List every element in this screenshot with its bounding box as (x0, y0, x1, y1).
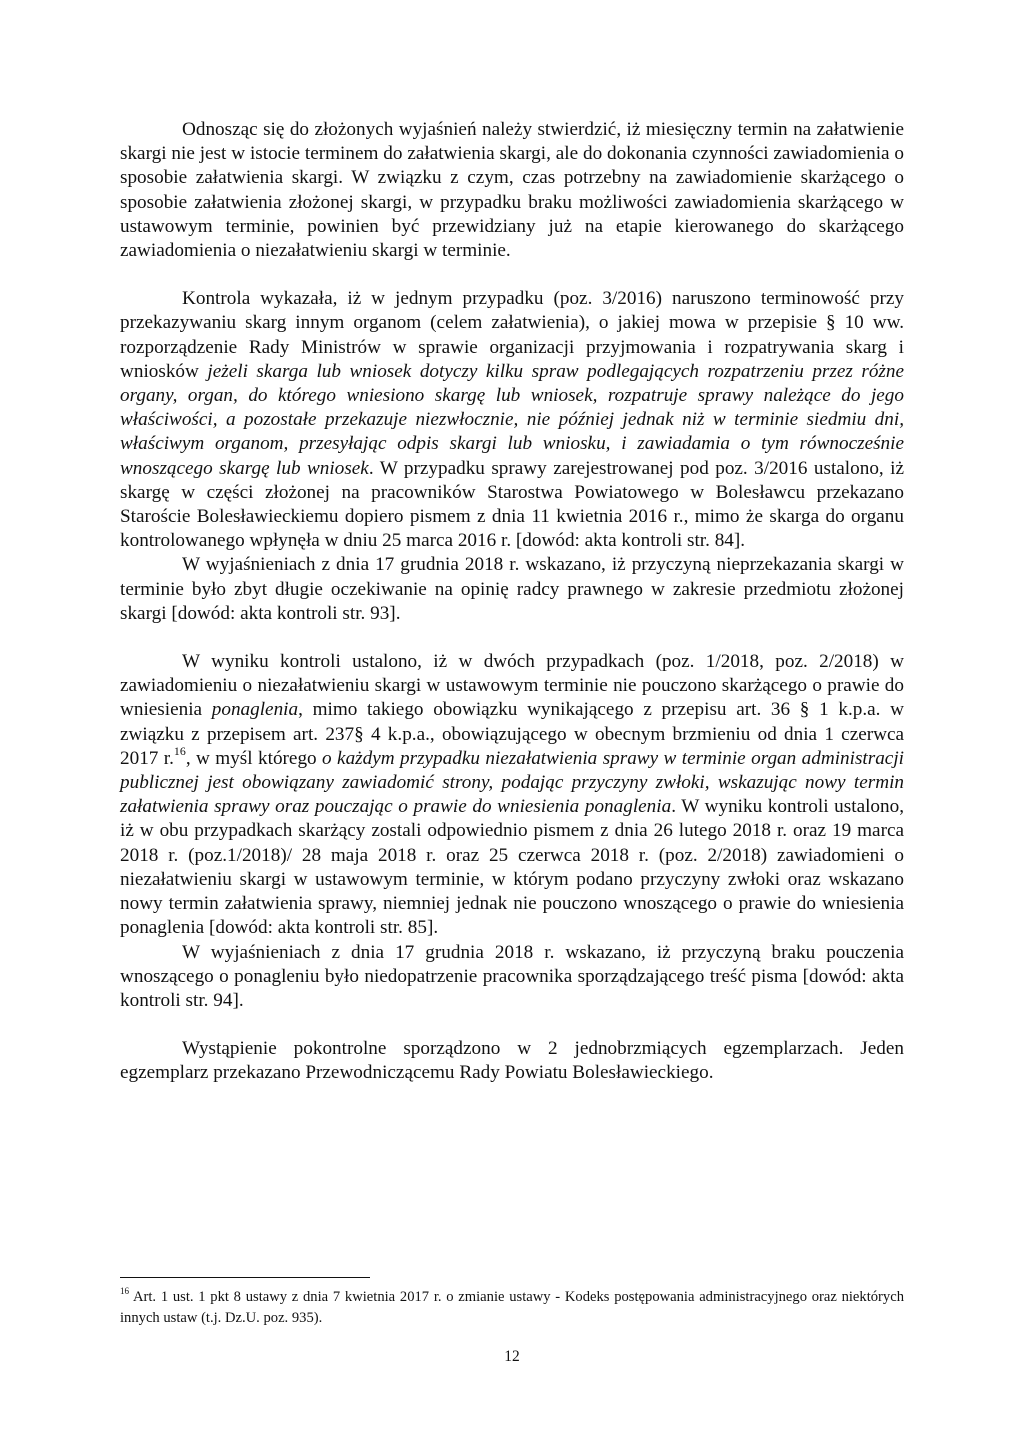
paragraph-explanation-dec-2018: W wyjaśnieniach z dnia 17 grudnia 2018 r. wskazano, iż przyczyną nieprzekazania skargi w terminie było zbyt długie oczekiwanie na opinię radcy prawnego w zakresie przedmiotu złożonej skargi [dowód: akta kontroli str. 93]. (120, 554, 904, 624)
quoted-kpa-provision: o każdym przypadku niezałatwienia sprawy w terminie organ administracji publicznej jest obowiązany zawiadomić strony, podając przyczyny zwłoki, wskazując nowy termin załatwienia sprawy oraz pouczając o prawie do wniesienia ponaglenia (120, 747, 904, 818)
paragraph-text: . W przypadku sprawy zarejestrowanej pod poz. 3/2016 ustalono, iż skargę w części złożonej na pracowników Starostwa Powiatowego w Bolesławcu przekazano Staroście Bolesławieckiemu dopiero pismem z dnia 11 kwietnia 2016 r., mimo że skarga do organu kontrolowanego wpłynęła w dniu 25 marca 2016 r. [dowód: akta kontroli str. 84]. (120, 457, 904, 552)
paragraph-reason-no-instruction: W wyjaśnieniach z dnia 17 grudnia 2018 r. wskazano, iż przyczyną braku pouczenia wnoszącego o ponagleniu było niedopatrzenie pracownika sporządzającego treść pisma [dowód: akta kontroli str. 94]. (120, 941, 904, 1011)
emphasis-term: ponaglenia (211, 699, 299, 721)
paragraph-closing: Wystąpienie pokontrolne sporządzono w 2 jednobrzmiących egzemplarzach. Jeden egzemplarz przekazano Przewodniczącemu Rady Powiatu Bolesławieckiego. (120, 1038, 904, 1084)
paragraph-control-findings (120, 287, 904, 553)
paragraph-text: , mimo takiego obowiązku wynikającego z przepisu art. 36 § 1 k.p.a. w związku z przepisem art. 237§ 4 k.p.a., obowiązującego w obecnym brzmieniu od dnia 1 czerwca 2017 r. (120, 699, 904, 769)
paragraph-text: . W wyniku kontroli ustalono, iż w obu przypadkach skarżący zostali odpowiednio pismem z dnia 26 lutego 2018 r. oraz 19 marca 2018 r. (poz.1/2018)/ 28 maja 2018 r. oraz 25 czerwca 2018 r. (poz. 2/2018) zawiadomieni o niezałatwieniu skargi w ustawowym terminie, w którym podano przyczyny zwłoki oraz wskazano nowy termin załatwienia sprawy, niemniej jednak nie pouczono wnoszącego o prawie do wniesienia ponaglenia [dowód: akta kontroli str. 85]. (120, 796, 904, 939)
footnote-marker: 16 (120, 1285, 130, 1296)
footnote-separator (120, 1277, 370, 1278)
paragraph-text: Kontrola wykazała, iż w jednym przypadku (poz. 3/2016) naruszono terminowość przy przekazywaniu skarg innym organom (celem załatwienia), o jakiej mowa w przepisie § 10 ww. rozporządzenie Rady Ministrów w sprawie organizacji przyjmowania i rozpatrywania skarg i wniosków (120, 288, 904, 382)
footnote-reference[interactable]: 16 (173, 743, 186, 758)
paragraph-two-cases (120, 650, 904, 940)
footnote (120, 1287, 904, 1329)
paragraph-text: , w myśl którego (185, 747, 323, 769)
paragraph-explanations: Odnosząc się do złożonych wyjaśnień należy stwierdzić, iż miesięczny termin na załatwienie skargi nie jest w istocie terminem do załatwienia skargi, ale do dokonania czynności zawiadomienia o sposobie załatwienia skargi. W związku z czym, czas potrzebny na zawiadomienie skarżącego o sposobie załatwienia złożonej skargi, w przypadku braku możliwości zawiadomienia skarżącego w ustawowym terminie, powinien być przewidziany już na etapie kierowanego do skarżącego zawiadomienia o niezałatwieniu skargi w terminie. (120, 119, 904, 262)
document-body (120, 118, 904, 1086)
page-number: 12 (504, 1348, 520, 1365)
paragraph-text: W wyniku kontroli ustalono, iż w dwóch przypadkach (poz. 1/2018, poz. 2/2018) w zawiadomieniu o niezałatwieniu skargi w ustawowym terminie nie pouczono skarżącego o prawie do wniesienia (120, 651, 904, 721)
footnote-text: Art. 1 ust. 1 pkt 8 ustawy z dnia 7 kwietnia 2017 r. o zmianie ustawy - Kodeks postępowania administracyjnego oraz niektórych innych ustaw (t.j. Dz.U. poz. 935). (120, 1289, 904, 1326)
quoted-regulation: jeżeli skarga lub wniosek dotyczy kilku spraw podlegających rozpatrzeniu przez różne organy, organ, do którego wniesiono skargę lub wniosek, rozpatruje sprawy należące do jego właściwości, a pozostałe przekazuje niezwłocznie, nie później jednak niż w terminie siedmiu dni, właściwym organom, przesyłając odpis skargi lub wniosku, i zawiadamia o tym równocześnie wnoszącego skargę lub wniosek (120, 360, 904, 479)
